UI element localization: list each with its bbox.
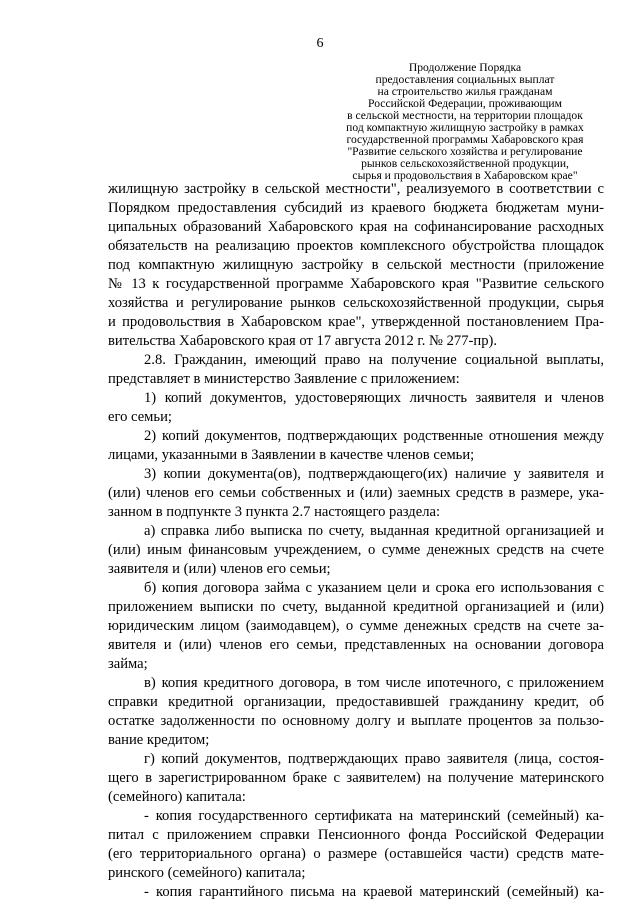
paragraph-line: вание кредитом; <box>108 732 210 748</box>
paragraph-line: явителя и (или) членов его семьи, представленных на основании договора <box>108 637 604 653</box>
paragraph-line: г) копий документов, подтверждающих право заявителя (лица, состоя- <box>144 751 604 767</box>
paragraph-line: остатке задолженности по основному долгу и выплате процентов за пользо- <box>108 713 604 729</box>
paragraph-line: справки кредитной организации, предоставившей гражданину кредит, об <box>108 694 604 710</box>
header-note-line: предоставления социальных выплат <box>375 73 555 86</box>
paragraph <box>108 750 604 807</box>
header-note-line: Продолжение Порядка <box>408 61 522 74</box>
header-note-line: государственной программы Хабаровского края <box>346 133 584 146</box>
paragraph <box>108 427 604 465</box>
paragraph-line: обязательств на реализацию проектов комплексного обустройства площадок <box>108 238 604 254</box>
paragraph-line: его семьи; <box>108 409 172 425</box>
paragraph-line: приложением выписки по счету, выданной кредитной организацией и (или) <box>108 599 604 615</box>
paragraph-line: жилищную застройку в сельской местности", реализуемого в соответствии с <box>108 181 604 197</box>
paragraph <box>108 180 604 351</box>
document-body <box>108 180 604 902</box>
paragraph-line: юридическим лицом (заимодавцем), о сумме денежных средств на счете за- <box>108 618 604 634</box>
paragraph-line: представляет в министерство Заявление с приложением: <box>108 371 460 387</box>
paragraph-line: ринского (семейного) капитала; <box>108 865 306 881</box>
paragraph <box>108 522 604 579</box>
paragraph-line: б) копия договора займа с указанием цели и срока его использования с <box>144 580 604 596</box>
paragraph-line: занном в подпункте 3 пункта 2.7 настоящего раздела: <box>108 504 441 520</box>
header-note-line: сырья и продовольствия в Хабаровском крае" <box>352 169 578 182</box>
header-note-line: в сельской местности, на территории площадок <box>347 109 583 122</box>
header-note-line: Российской Федерации, проживающим <box>368 97 562 110</box>
paragraph-line: - копия государственного сертификата на материнский (семейный) ка- <box>144 808 604 824</box>
paragraph-line: хозяйства и регулирование рынков сельскохозяйственной продукции, сырья <box>108 295 604 311</box>
paragraph-line: (семейного) капитала: <box>108 789 246 805</box>
paragraph <box>108 465 604 522</box>
paragraph-line: № 13 к государственной программе Хабаровского края "Развитие сельского <box>108 276 604 292</box>
paragraph-line: питал с приложением справки Пенсионного фонда Российской Федерации <box>108 827 604 843</box>
appendix-header-note <box>328 62 602 182</box>
paragraph-line: 1) копий документов, удостоверяющих личность заявителя и членов <box>144 390 604 406</box>
paragraph-line: 2.8. Гражданин, имеющий право на получение социальной выплаты, <box>144 352 604 368</box>
header-note-line: на строительство жилья гражданам <box>377 85 553 98</box>
paragraph <box>108 674 604 750</box>
paragraph-line: заявителя и (или) членов его семьи; <box>108 561 331 577</box>
paragraph-line: лицами, указанными в Заявлении в качестве членов семьи; <box>108 447 475 463</box>
paragraph-line: в) копия кредитного договора, в том числе ипотечного, с приложением <box>144 675 604 691</box>
paragraph-line: под компактную жилищную застройку в сельской местности (приложение <box>108 257 604 273</box>
paragraph <box>108 883 604 902</box>
header-note-line: "Развитие сельского хозяйства и регулирование <box>347 145 583 158</box>
header-note-line: рынков сельскохозяйственной продукции, <box>361 157 569 170</box>
header-note-line: под компактную жилищную застройку в рамках <box>346 121 584 134</box>
paragraph-line: Порядком предоставления субсидий из краевого бюджета бюджетам муни- <box>108 200 604 216</box>
paragraph-line: щего в зарегистрированном браке с заявителем) на получение материнского <box>108 770 604 786</box>
paragraph <box>108 351 604 389</box>
paragraph-line: и продовольствия в Хабаровском крае", утвержденной постановлением Пра- <box>108 314 604 330</box>
paragraph-line: (или) иным финансовым учреждением, о сумме денежных средств на счете <box>108 542 604 558</box>
paragraph-line: вительства Хабаровского края от 17 августа 2012 г. № 277-пр). <box>108 333 497 349</box>
paragraph-line: ципальных образований Хабаровского края на софинансирование расходных <box>108 219 604 235</box>
paragraph <box>108 389 604 427</box>
paragraph-line: а) справка либо выписка по счету, выданная кредитной организацией и <box>144 523 604 539</box>
paragraph-line: - копия гарантийного письма на краевой материнский (семейный) ка- <box>144 884 604 900</box>
paragraph-line: 3) копии документа(ов), подтверждающего(их) наличие у заявителя и <box>144 466 604 482</box>
page-number: 6 <box>316 36 324 51</box>
paragraph <box>108 807 604 883</box>
paragraph <box>108 579 604 674</box>
paragraph-line: (его территориального органа) о размере (оставшейся части) средств мате- <box>108 846 604 862</box>
paragraph-line: займа; <box>108 656 148 672</box>
paragraph-line: 2) копий документов, подтверждающих родственные отношения между <box>144 428 604 444</box>
paragraph-line: (или) членов его семьи собственных и (или) заемных средств в размере, ука- <box>108 485 604 501</box>
